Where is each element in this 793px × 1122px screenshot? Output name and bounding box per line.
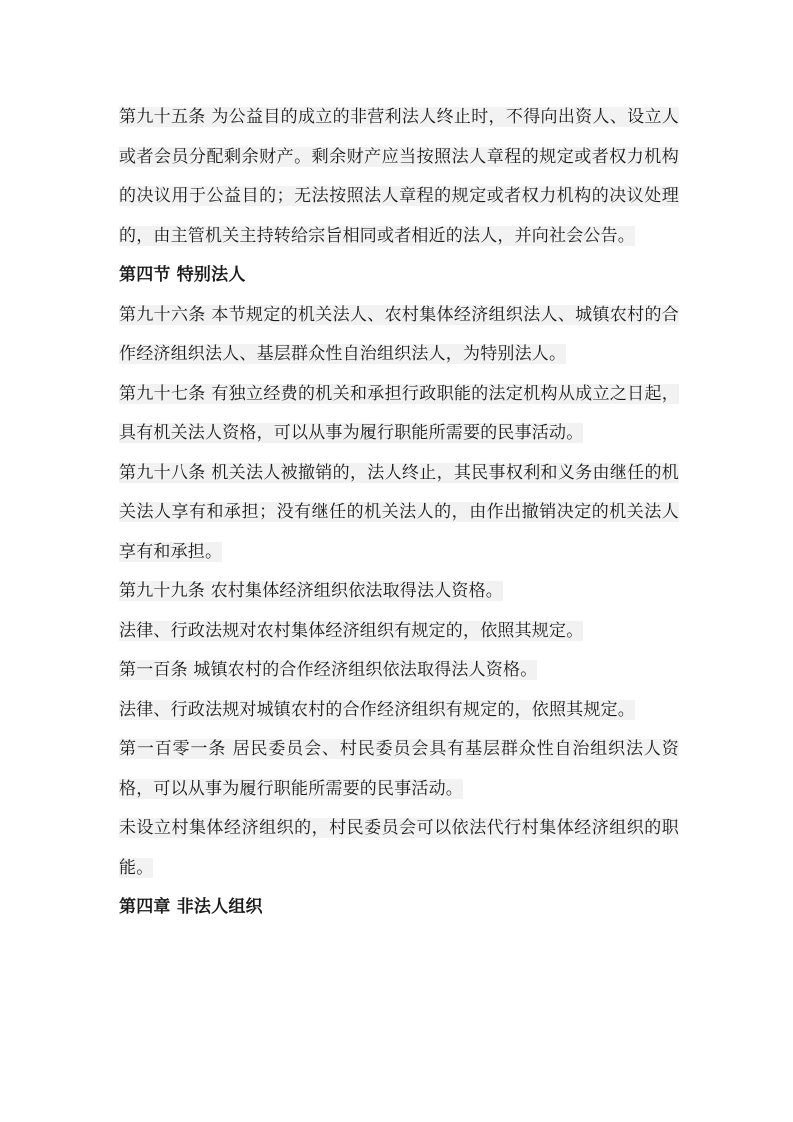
article-95: [119, 98, 679, 256]
article-101: [119, 730, 679, 809]
article-101-clause-2-text: 未设立村集体经济组织的，村民委员会可以依法代行村集体经济组织的职能。: [119, 818, 679, 878]
article-98: [119, 454, 679, 573]
article-96: [119, 296, 679, 375]
article-99-clause-2: [119, 612, 679, 652]
article-101-text: 第一百零一条 居民委员会、村民委员会具有基层群众性自治组织法人资格，可以从事为履行职能所需要的民事活动。: [119, 739, 679, 799]
section-heading-special-legal-persons: 第四节 特别法人: [119, 265, 246, 285]
article-99: [119, 572, 679, 612]
article-97-text: 第九十七条 有独立经费的机关和承担行政职能的法定机构从成立之日起，具有机关法人资格，可以从事为履行职能所需要的民事活动。: [119, 383, 679, 443]
article-96-text: 第九十六条 本节规定的机关法人、农村集体经济组织法人、城镇农村的合作经济组织法人、基层群众性自治组织法人，为特别法人。: [119, 304, 679, 364]
article-99-text: 第九十九条 农村集体经济组织依法取得法人资格。: [119, 581, 504, 601]
article-100: [119, 651, 679, 691]
article-99-clause-2-text: 法律、行政法规对农村集体经济组织有规定的，依照其规定。: [119, 620, 584, 641]
article-100-text: 第一百条 城镇农村的合作经济组织依法取得法人资格。: [119, 660, 538, 680]
article-95-text: 第九十五条 为公益目的成立的非营利法人终止时，不得向出资人、设立人或者会员分配剩余财产。剩余财产应当按照法人章程的规定或者权力机构的决议用于公益目的；无法按照法人章程的规定或者权力机构的决议处理的，由主管机关主持转给宗旨相同或者相近的法人，并向社会公告。: [119, 107, 679, 246]
article-100-clause-2: [119, 691, 679, 731]
article-101-clause-2: [119, 809, 679, 888]
document-page: [119, 98, 679, 928]
article-98-text: 第九十八条 机关法人被撤销的，法人终止，其民事权利和义务由继任的机关法人享有和承担；没有继任的机关法人的，由作出撤销决定的机关法人享有和承担。: [119, 462, 679, 562]
article-97: [119, 375, 679, 454]
chapter-heading-non-legal-person-organizations: 第四章 非法人组织: [119, 897, 263, 917]
article-100-clause-2-text: 法律、行政法规对城镇农村的合作经济组织有规定的，依照其规定。: [119, 699, 635, 720]
